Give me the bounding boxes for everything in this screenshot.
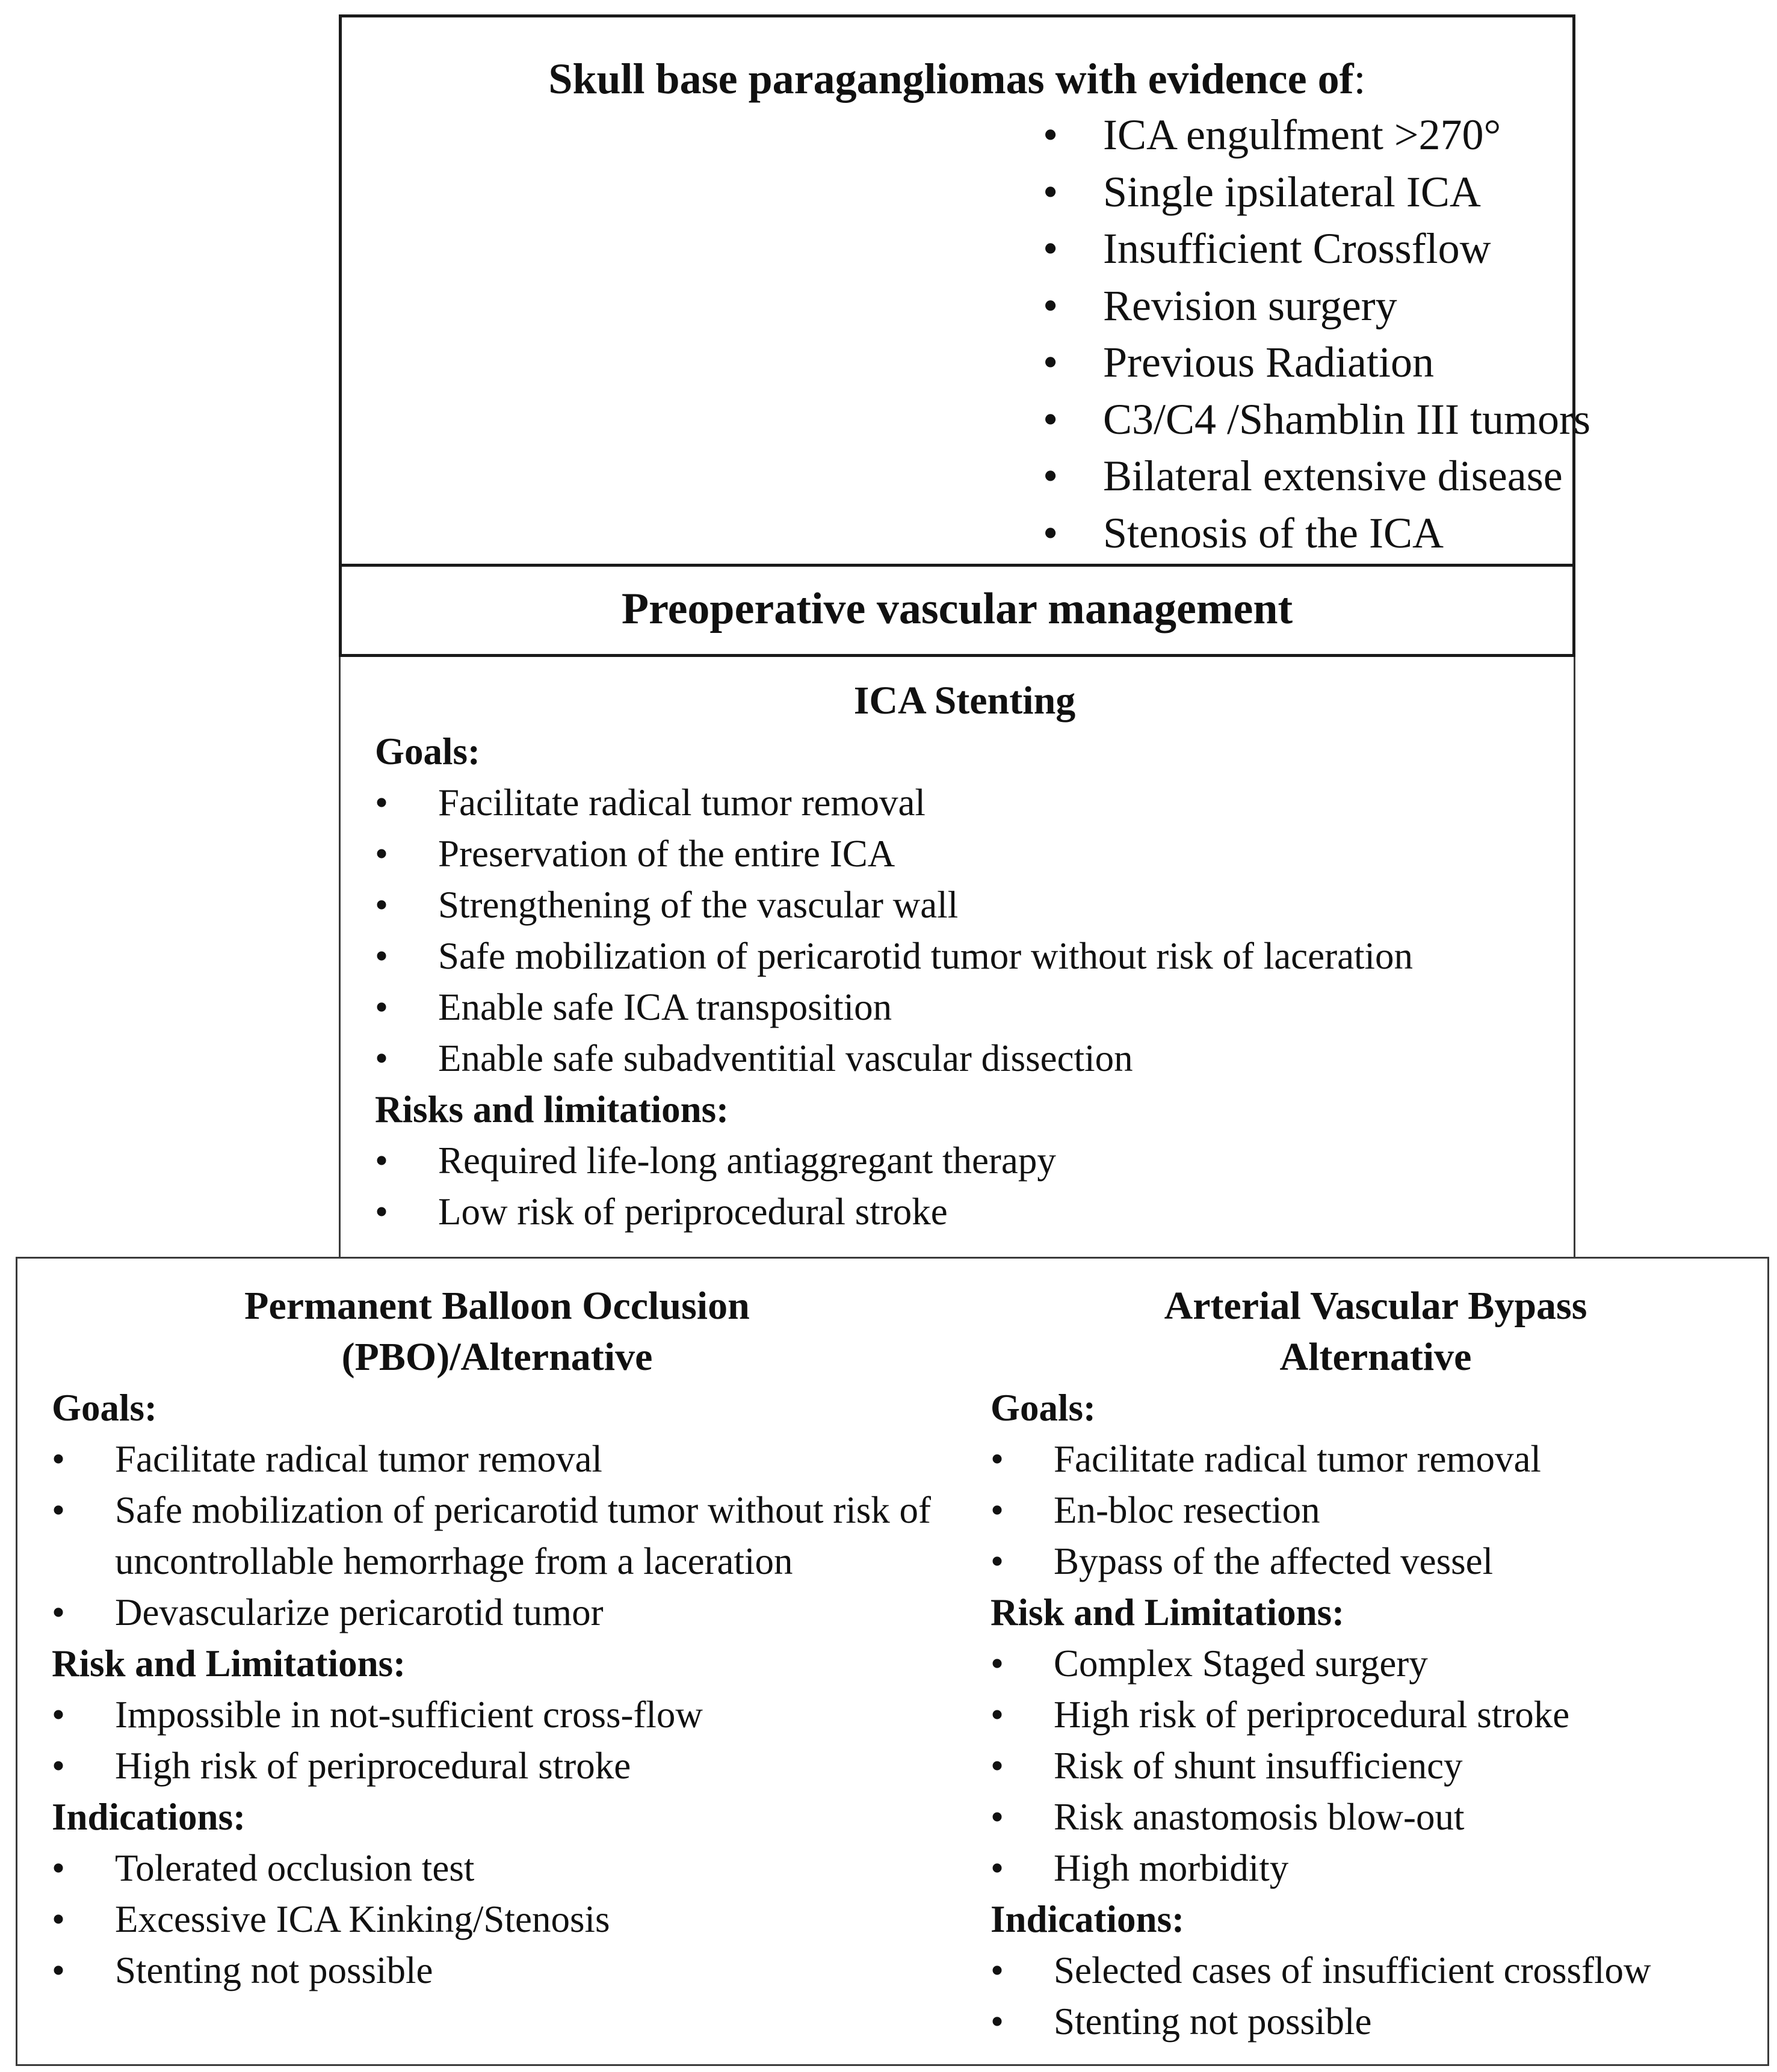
criteria-title-text: Skull base paragangliomas with evidence of [548,55,1354,103]
list-item: • Required life-long antiaggregant therapy [375,1135,1554,1186]
bypass-box [956,1257,1769,2066]
list-item: • Safe mobilization of pericarotid tumor without risk of uncontrollable hemorrhage from a laceration [52,1485,942,1587]
criteria-box [339,14,1590,567]
bypass-title-line1: Arterial Vascular Bypass [1164,1284,1587,1328]
pbo-title-line1: Permanent Balloon Occlusion [244,1284,750,1328]
list-item: • High risk of periprocedural stroke [990,1689,1761,1741]
criteria-item: • ICA engulfment >270° [1043,106,1590,164]
list-item: • High risk of periprocedural stroke [52,1741,942,1792]
bypass-goals-heading: Goals: [990,1387,1096,1429]
criteria-item: • Bilateral extensive disease [1043,448,1590,505]
list-item: • Complex Staged surgery [990,1638,1761,1689]
pbo-risks-list [52,1689,942,1792]
bypass-indications-heading: Indications: [990,1898,1185,1940]
criteria-item: • Insufficient Crossflow [1043,220,1590,277]
criteria-title [342,49,1572,109]
criteria-list [1043,106,1590,561]
list-item: • En-bloc resection [990,1485,1761,1536]
management-title: Preoperative vascular management [621,584,1293,634]
list-item: • Bypass of the affected vessel [990,1536,1761,1587]
list-item: • Preservation of the entire ICA [375,828,1554,880]
pbo-box [16,1257,957,2066]
criteria-item: • Stenosis of the ICA [1043,505,1590,562]
criteria-item: • Previous Radiation [1043,334,1590,391]
stenting-box [339,657,1575,1259]
bypass-indications-list [990,1945,1761,2047]
stenting-content [375,675,1554,1238]
stenting-title: ICA Stenting [853,679,1076,723]
pbo-indications-heading: Indications: [52,1796,246,1838]
list-item: • Facilitate radical tumor removal [375,777,1554,828]
criteria-item: • Revision surgery [1043,277,1590,335]
bypass-risks-list [990,1638,1761,1894]
list-item: • Safe mobilization of pericarotid tumor without risk of laceration [375,931,1554,982]
stenting-goals-heading: Goals: [375,730,481,772]
list-item: • Facilitate radical tumor removal [990,1434,1761,1485]
list-item: • Stenting not possible [990,1996,1761,2047]
stenting-risks-heading: Risks and limitations: [375,1088,729,1130]
pbo-indications-list [52,1843,942,1996]
pbo-title-line2: (PBO)/Alternative [341,1335,653,1379]
criteria-item: • Single ipsilateral ICA [1043,164,1590,221]
pbo-risks-heading: Risk and Limitations: [52,1642,406,1685]
bypass-title-line2: Alternative [1279,1335,1472,1379]
list-item: • Strengthening of the vascular wall [375,880,1554,931]
pbo-content [52,1280,942,1996]
criteria-item: • C3/C4 /Shamblin III tumors [1043,391,1590,448]
management-box [339,564,1575,657]
pbo-goals-heading: Goals: [52,1387,158,1429]
list-item: • High morbidity [990,1843,1761,1894]
list-item: • Enable safe subadventitial vascular dissection [375,1033,1554,1084]
list-item: • Enable safe ICA transposition [375,982,1554,1033]
list-item: • Facilitate radical tumor removal [52,1434,942,1485]
stenting-goals-list [375,777,1554,1084]
criteria-title-colon: : [1353,55,1366,103]
stenting-risks-list [375,1135,1554,1238]
pbo-goals-list [52,1434,942,1638]
list-item: • Excessive ICA Kinking/Stenosis [52,1894,942,1945]
list-item: • Stenting not possible [52,1945,942,1996]
list-item: • Risk anastomosis blow-out [990,1792,1761,1843]
list-item: • Devascularize pericarotid tumor [52,1587,942,1638]
list-item: • Impossible in not-sufficient cross-flow [52,1689,942,1741]
list-item: • Low risk of periprocedural stroke [375,1186,1554,1238]
bypass-risks-heading: Risk and Limitations: [990,1591,1345,1633]
list-item: • Tolerated occlusion test [52,1843,942,1894]
bypass-goals-list [990,1434,1761,1587]
list-item: • Selected cases of insufficient crossflow [990,1945,1761,1996]
list-item: • Risk of shunt insufficiency [990,1741,1761,1792]
bypass-content [990,1280,1761,2047]
